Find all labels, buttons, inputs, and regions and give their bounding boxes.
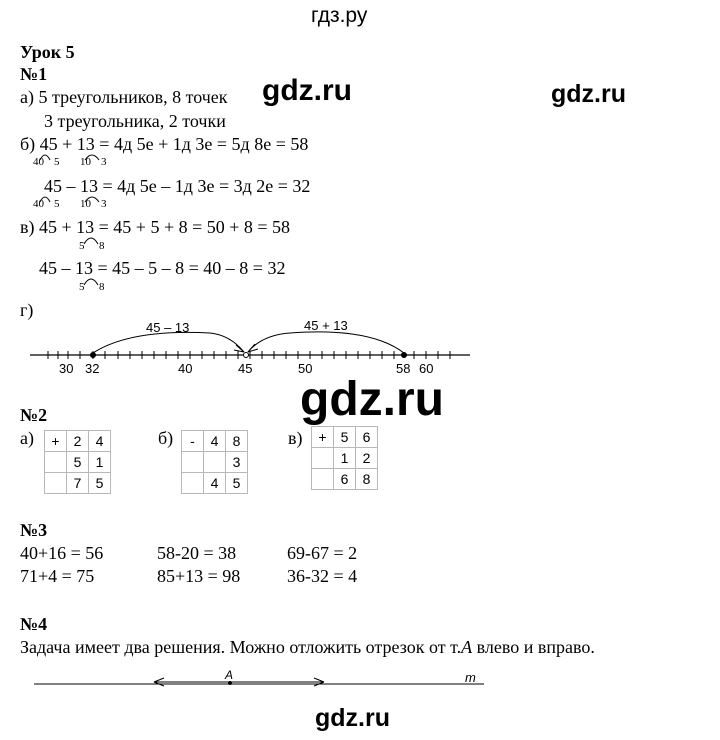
split-digit: 5 [54,198,60,210]
task2-a-label: а) [20,428,34,448]
split-digit: 5 [54,156,60,168]
tick-label: 32 [85,361,100,376]
watermark: gdz.ru [262,74,352,107]
tick-label: 40 [178,361,193,376]
watermark: gdz.ru [300,373,444,426]
task2-v-label: в) [288,428,303,448]
column-calc-a: + 2 4 5 1 7 5 [44,430,111,494]
task3-expr: 69-67 = 2 [287,543,358,563]
arc-plus [248,332,404,353]
arc-plus-arrow [248,344,258,352]
arc-right-label: 45 + 13 [304,318,348,333]
task2-b-label: б) [158,428,174,448]
task1-b-line1: б) 45 + 13 = 4д 5е + 1д 3е = 5д 8е = 58 [20,134,309,154]
task1-v-line2: 45 – 13 = 45 – 5 – 8 = 40 – 8 = 32 [39,258,286,278]
split-digit: 5 [79,240,85,252]
site-header: гдз.ру [311,4,368,27]
task3-number: №3 [20,520,48,540]
task1-a-line2: 3 треугольника, 2 точки [44,111,226,131]
task3-expr: 36-32 = 4 [287,566,358,586]
task1-a-line1: а) 5 треугольников, 8 точек [20,87,228,107]
watermark: gdz.ru [315,704,390,732]
line-point-label: A [225,668,234,682]
point-45 [244,353,249,358]
split-digit: 10 [80,198,91,210]
task3-expr: 71+4 = 75 [20,566,95,586]
split-digit: 3 [101,198,107,210]
task3-expr: 40+16 = 56 [20,543,104,563]
column-calc-v: + 5 6 1 2 6 8 [311,426,378,490]
task3-expr: 85+13 = 98 [157,566,241,586]
split-digit: 5 [79,281,85,293]
line-label: m [465,670,476,685]
task1-v-line1: в) 45 + 13 = 45 + 5 + 8 = 50 + 8 = 58 [20,217,291,237]
lesson-title: Урок 5 [20,42,75,62]
arc-minus [93,332,244,353]
split-digit: 10 [80,156,91,168]
segment-diagram [34,672,504,692]
task1-number: №1 [20,64,48,84]
tick-label: 30 [59,361,74,376]
task4-number: №4 [20,614,48,634]
task1-b-line2: 45 – 13 = 4д 5е – 1д 3е = 3д 2е = 32 [44,176,311,196]
column-calc-b: - 4 8 3 4 5 [181,430,248,494]
split-digit: 8 [99,240,105,252]
tick-label: 60 [419,361,434,376]
task2-number: №2 [20,405,48,425]
tick-label: 50 [298,361,313,376]
watermark: gdz.ru [551,80,626,108]
task4-text: Задача имеет два решения. Можно отложить отрезок от т.A влево и вправо. [20,637,595,657]
tick-label: 45 [238,361,253,376]
task1-g-label: г) [20,300,34,320]
split-digit: 3 [101,156,107,168]
split-digit: 8 [99,281,105,293]
tick-label: 58 [396,361,411,376]
point-label: A [461,637,473,657]
split-digit: 40 [33,198,44,210]
arc-left-label: 45 – 13 [146,320,190,335]
split-digit: 40 [33,156,44,168]
task3-expr: 58-20 = 38 [157,543,237,563]
